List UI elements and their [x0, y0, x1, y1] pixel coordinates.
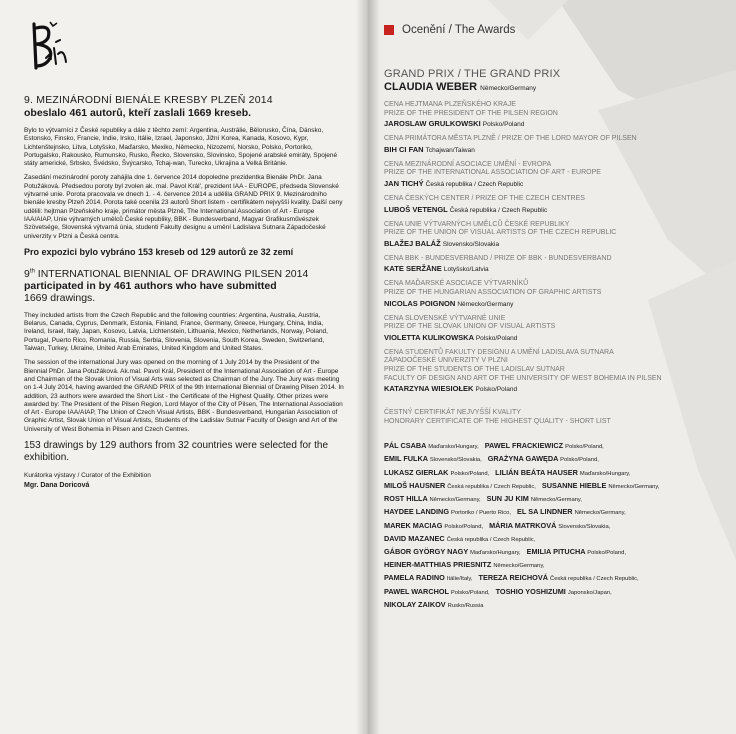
awards-title: Ocenění / The Awards	[402, 24, 516, 36]
award-winner-name: JAN TICHÝ	[384, 178, 426, 188]
award-item	[384, 255, 724, 274]
certificate-block	[384, 409, 724, 426]
short-list-name: MAREK MACIAG	[384, 520, 445, 530]
short-list-name: NIKOLAY ZAIKOV	[384, 599, 448, 609]
curator-label: Kurátorka výstavy / Curator of the Exhibition	[24, 472, 151, 480]
cz-subheading: obeslalo 461 autorů, kteří zaslali 1669 kreseb.	[24, 107, 252, 119]
short-list-country: Polsko/Poland,	[450, 589, 490, 596]
grand-prix-winner	[384, 81, 724, 93]
en-subheading-2: 1669 drawings.	[24, 291, 96, 304]
award-title: CENA ČESKÝCH CENTER / PRIZE OF THE CZECH CENTRES	[384, 194, 585, 202]
right-page	[368, 0, 736, 734]
award-title: CENA MEZINÁRODNÍ ASOCIACE UMĚNÍ - EVROPA PRIZE OF THE INTERNATIONAL ASSOCIATION OF ART - EUROPE	[384, 160, 601, 177]
book-gutter	[356, 0, 380, 734]
award-winner-country: Polsko/Poland	[475, 386, 518, 394]
short-list-name: ROST HILLA	[384, 494, 430, 504]
cz-heading: 9. MEZINÁRODNÍ BIENÁLE KRESBY PLZEŇ 2014	[24, 94, 273, 106]
short-list-country: Polsko/Poland,	[587, 549, 626, 556]
award-winner-name: JAROSLAW GRULKOWSKI	[384, 119, 483, 129]
short-list-country: Německo/Germany,	[429, 497, 481, 504]
short-list-country: Slovensko/Slovakia,	[558, 523, 611, 530]
short-list-row	[384, 533, 724, 546]
short-list-name: EMILIA PITUCHA	[526, 546, 588, 556]
grand-prix-country: Německo/Germany	[480, 85, 537, 92]
short-list-name: TEREZA REICHOVÁ	[478, 573, 551, 583]
award-item	[384, 101, 724, 128]
short-list-row	[384, 559, 724, 572]
award-winner	[384, 333, 724, 342]
award-winner	[384, 384, 724, 393]
award-title: CENA UNIE VÝTVARNÝCH UMĚLCŮ ČESKÉ REPUBLIKY PRIZE OF THE UNION OF VISUAL ARTISTS OF THE CZECH REPUBLIC	[384, 220, 617, 237]
certificate-title: ČESTNÝ CERTIFIKÁT NEJVYŠŠÍ KVALITY HONORARY CERTIFICATE OF THE HIGHEST QUALITY - SHORT LIST	[384, 409, 611, 425]
short-list-row	[384, 506, 724, 519]
short-list-row	[384, 599, 724, 612]
en-subheading: participated in by 461 authors who have submitted	[24, 279, 277, 292]
short-list-country: Polsko/Poland,	[444, 523, 484, 530]
en-selected: 153 drawings by 129 authors from 32 countries were selected for the exhibition.	[24, 440, 329, 464]
award-item	[384, 135, 724, 154]
award-title: CENA BBK - BUNDESVERBAND / PRIZE OF BBK - BUNDESVERBAND	[384, 254, 612, 262]
award-item	[384, 280, 724, 307]
award-winner-country: Polsko/Poland	[482, 121, 525, 129]
short-list-country: Polsko/Poland,	[565, 444, 604, 451]
award-winner	[384, 299, 724, 308]
en-heading	[24, 268, 344, 280]
award-winner-country: Polsko/Poland	[475, 334, 518, 342]
short-list-name: MILOŠ HAUSNER	[384, 480, 448, 490]
short-list-country: Polsko/Poland,	[450, 470, 490, 477]
short-list-row	[384, 572, 724, 585]
award-title: CENA SLOVENSKÉ VÝTVARNÉ UNIE PRIZE OF THE SLOVAK UNION OF VISUAL ARTISTS	[384, 314, 556, 331]
en-jury-text: The session of the international Jury was opened on the morning of 1 July 2014 by the President of the Biennial PhDr. Jana Potužáková. Ak.mal. Pavol Král, President of the International Association of Art - Europe and Chairman of the Slovak Union of Visual Arts was selected as Chairman of the Jury. The Jury was meeting on 1-4 July 2014, having awarded the GRAND PRIX of the 9th International Biennial of Drawing Pilsen 2014. In addition, 23 authors were awarded the Short List - the Certificate of the Highest Quality. Other prizes were awarded by: The President of the Pilsen Region, Lord Mayor of the City of Pilsen, The International Association of Art - Europe IAA/AIAP, The Union of Czech Visual Artists, BBK - Bundesverband, Hungarian Association of Graphic Artist, Slovak Union of Visual Artists, Students of the Ladislav Sutnar Faculty of Design and Art of the University of West Bohemia in Pilsen and Czech Centres.	[24, 359, 344, 433]
short-list-country: Česká republika / Czech Republic,	[446, 536, 536, 543]
short-list-name: EL SA LINDNER	[516, 507, 575, 517]
award-title: CENA STUDENTŮ FAKULTY DESIGNU A UMĚNÍ LADISLAVA SUTNARA ZÁPADOČESKÉ UNIVERZITY V PLZNI PRIZE OF THE STUDENTS OF THE LADISLAV SUTNAR FACULTY OF DESIGN AND ART OF THE UNIVERSITY OF WEST BOHEMIA IN PILSEN	[384, 348, 662, 382]
award-winner-name: LUBOŠ VETENGL	[384, 204, 450, 214]
award-title: CENA MAĎARSKÉ ASOCIACE VÝTVARNÍKŮ PRIZE OF THE HUNGARIAN ASSOCIATION OF GRAPHIC ARTISTS	[384, 280, 602, 296]
short-list-name: HAYDEE LANDING	[384, 507, 452, 517]
award-winner-country: Slovensko/Slovakia	[442, 240, 500, 248]
award-winner	[384, 239, 724, 248]
short-list-country: Slovensko/Slovakia,	[429, 457, 482, 464]
short-list-country: Polsko/Poland,	[560, 457, 599, 464]
en-countries: They included artists from the Czech Republic and the following countries: Argentina, Australia, Austria, Belarus, Canada, Cyprus, Denmark, Estonia, Finland, France, Germany, Greece, Hungary, China, India, Ireland, Israel, Italy, Japan, Kosovo, Latvia, Lichtenstein, Lithuania, Mexico, Netherlands, Norway, Poland, Portugal, Puerto Rico, Romania, Russia, Serbia, Slovenia, Slovenia, South Korea, Sweden, Switzerland, Taiwan, Turkey, Ukraine, United Arab Emirates, United Kingdom and United States.	[24, 311, 328, 353]
short-list-name: HEINER-MATTHIAS PRIESNITZ	[384, 560, 494, 570]
cz-jury-text: Zasedání mezinárodní poroty zahájila dne 1. července 2014 dopoledne prezidentka Bienále PhDr. Jana Potužáková. Předsedou poroty byl zvolen ak. mal. Pavol Král', prezident IAA - EUROPE, předseda Slovenské výtvarné unie. Porota pracovala ve dnech 1. - 4. července 2014 a udělila GRAND PRIX 9. Mezinárodního bienále kresby Plzeň 2014. Porota také ocenila 23 autorů Short listem - certifikátem nejvyšší kvality. Další ceny udělili: hejtman Plzeňského kraje, primátor města Plzně, The International Association of Art - Europe IAA/AIAP, Unie výtvarných umělců České republiky, BBK - Bundesverband, Magyar Grafikusművészek Szövetsége, Slovenská výtvarná únia, studenti Fakulty designu a umění Ladislava Sutnara Západočeské univerzity v Plzni a Česká centra.	[24, 174, 343, 240]
short-list-country: Německo/Germany,	[608, 483, 660, 490]
award-winner-name: VIOLETTA KULIKOWSKA	[384, 332, 476, 342]
award-winner-name: BLAŽEJ BALÁŽ	[384, 238, 443, 248]
short-list-country: Německo/Germany,	[530, 497, 582, 504]
short-list-name: PAWEL WARCHOL	[384, 586, 451, 596]
awards-header	[384, 24, 515, 36]
short-list-country: Maďarsko/Hungary,	[579, 470, 631, 477]
short-list-country: Portoriko / Puerto Rico,	[451, 510, 511, 517]
short-list-name: GRAŻYNA GAWĘDA	[487, 454, 561, 464]
award-item	[384, 161, 724, 188]
short-list-name: LILIÁN BEÁTA HAUSER	[495, 467, 580, 477]
short-list-row	[384, 453, 724, 466]
award-winner-country: Česká republika / Czech Republic	[425, 180, 524, 188]
short-list-row	[384, 480, 724, 493]
cz-selected: Pro expozici bylo vybráno 153 kreseb od 129 autorů ze 32 zemí	[24, 246, 294, 257]
short-list-name: PAWEL FRACKIEWICZ	[484, 441, 566, 451]
short-list-name: LUKASZ GIERLAK	[384, 467, 451, 477]
en-heading-num: 9	[24, 267, 30, 280]
award-winner-country: Lotyšsko/Latvia	[443, 266, 489, 274]
award-item	[384, 315, 724, 342]
curator-name: Mgr. Dana Doricová	[24, 482, 90, 490]
award-winner-country: Tchajwan/Taiwan	[425, 146, 475, 154]
short-list-country: Německo/Germany,	[574, 510, 626, 517]
short-list-name: MÁRIA MATRKOVÁ	[489, 520, 559, 530]
short-list-country: Rusko/Russia	[447, 602, 484, 609]
award-title: CENA HEJTMANA PLZEŇSKÉHO KRAJE PRIZE OF THE PRESIDENT OF THE PILSEN REGION	[384, 101, 558, 117]
award-winner-name: BIH CI FAN	[384, 144, 426, 154]
grand-prix-winner-name: CLAUDIA WEBER	[384, 81, 478, 93]
short-list-country: Japonsko/Japan,	[567, 589, 612, 596]
award-winner-name: KATE SERŽĀNE	[384, 264, 444, 274]
short-list-row	[384, 520, 724, 533]
short-list-row	[384, 493, 724, 506]
biennale-logo	[26, 18, 74, 79]
award-winner-name: NICOLAS POIGNON	[384, 298, 458, 308]
short-list-name: DAVID MAZANEC	[384, 533, 447, 543]
award-item	[384, 221, 724, 248]
short-list-name: GÁBOR GYÖRGY NAGY	[384, 546, 471, 556]
short-list-name: TOSHIO YOSHIZUMI	[495, 586, 568, 596]
award-winner-country: Německo/Germany	[457, 300, 514, 308]
accent-square	[384, 25, 394, 35]
short-list-country: Česká republika / Czech Republic,	[447, 483, 536, 490]
short-list-country: Maďarsko/Hungary,	[428, 444, 479, 451]
cz-countries: Bylo to výtvarníci z České republiky a dále z těchto zemí: Argentina, Austrálie, Bělorusko, Čína, Dánsko, Estonsko, Finsko, Francie, Indie, Irsko, Itálie, Izrael, Japonsko, Jižní Korea, Kanada, Kosovo, Kypr, Lichtenštejnsko, Litva, Lotyšsko, Maďarsko, Mexiko, Německo, Nizozemí, Norsko, Polsko, Portoriko, Portugalsko, Rakousko, Rumunsko, Rusko, Řecko, Slovensko, Slovinsko, Spojené arabské emiráty, Spojené státy americké, Srbsko, Švédsko, Švýcarsko, Tchaj-wan, Turecko, Ukrajina a Velká Británie.	[24, 127, 338, 168]
short-list-country: Německo/Germany,	[493, 563, 545, 570]
short-list-row	[384, 546, 724, 559]
short-list-name: EMIL FULKA	[384, 454, 430, 464]
award-winner-name: KATARZYNA WIESIOŁEK	[384, 384, 476, 394]
en-heading-text: INTERNATIONAL BIENNIAL OF DRAWING PILSEN 2014	[34, 267, 309, 280]
award-winner	[384, 264, 724, 273]
award-item	[384, 349, 724, 393]
short-list-name: SUN JU KIM	[486, 494, 531, 504]
award-winner	[384, 145, 724, 154]
award-item	[384, 195, 724, 214]
short-list-name: PAMELA RADINO	[384, 573, 447, 583]
short-list-name: PÁL CSABA	[384, 441, 429, 451]
awards-list	[384, 101, 724, 393]
award-winner	[384, 179, 724, 188]
short-list-row	[384, 586, 724, 599]
grand-prix-label: GRAND PRIX / THE GRAND PRIX	[384, 68, 561, 80]
short-list-row	[384, 440, 724, 453]
short-list-country: Itálie/Italy,	[446, 576, 473, 583]
short-list	[384, 440, 724, 612]
short-list-country: Česká republika / Czech Republic,	[550, 576, 639, 583]
short-list-country: Maďarsko/Hungary,	[470, 549, 521, 556]
award-winner-country: Česká republika / Czech Republic	[449, 206, 548, 214]
award-winner	[384, 205, 724, 214]
en-heading-sup: th	[29, 268, 35, 275]
short-list-name: SUSANNE HIEBLE	[541, 480, 609, 490]
award-winner	[384, 119, 724, 128]
award-title: CENA PRIMÁTORA MĚSTA PLZNĚ / PRIZE OF THE LORD MAYOR OF PILSEN	[384, 135, 637, 143]
short-list-row	[384, 467, 724, 480]
